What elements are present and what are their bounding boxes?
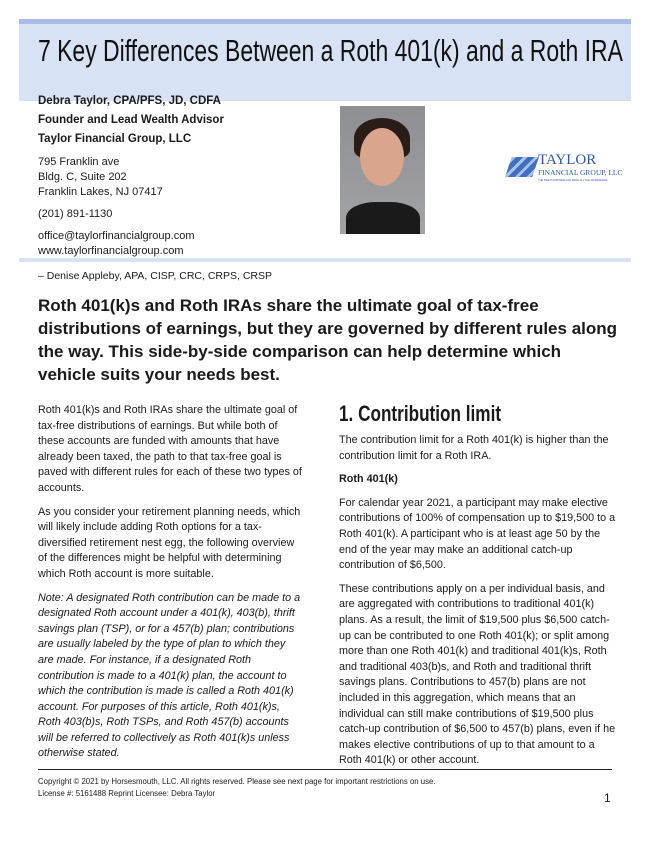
company-logo	[505, 153, 630, 185]
lead-paragraph: Roth 401(k)s and Roth IRAs share the ultimate goal of tax-free distributions of earnings, but they are governed by different rules along the way. This side-by-side comparison can help determine which vehicle suits your needs best.	[38, 296, 618, 384]
author-role: Founder and Lead Wealth Advisor	[38, 114, 224, 126]
author-company: Taylor Financial Group, LLC	[38, 133, 192, 145]
address-line: Bldg. C, Suite 202	[38, 171, 127, 183]
left-column	[38, 403, 302, 770]
paragraph: For calendar year 2021, a participant may make elective contributions of 100% of compensation up to $19,500 to a Roth 401(k). A participant who is at least age 50 by the end of the year may make an additional catch-up contribution of $6,500.	[339, 496, 616, 572]
author-block	[38, 92, 224, 266]
divider	[19, 258, 631, 262]
paragraph: These contributions apply on a per individual basis, and are aggregated with contributions to traditional 401(k) plans. As a result, the limit of $19,500 plus $6,500 catch-up can be contributed to one Roth 401(k); or split among more than one Roth 401(k) and traditional 401(k)s, Roth and traditional 403(b)s, and Roth and traditional thrift savings plans. Contributions to 457(b) plans are not included in this aggregation, which means that an individual can still make contributions of $19,500 plus catch-up contribution of $6,500 to 457(b) plans, even if he makes elective contributions of up to that amount to a Roth 401(k) or other account.	[339, 582, 616, 767]
address-line: Franklin Lakes, NJ 07417	[38, 186, 163, 198]
byline: – Denise Appleby, APA, CISP, CRC, CRPS, CRSP	[38, 270, 273, 282]
logo-mark-icon	[505, 157, 539, 177]
note-paragraph: Note: A designated Roth contribution can be made to a designated Roth account under a 401(k), 403(b), thrift savings plan (TSP), or for a 457(b) plan; contributions are usually labeled by the type of plan to which they are made. For instance, if a designated Roth contribution is made to a 401(k) plan, the account to which the contribution is made is called a Roth 401(k) account. For purposes of this article, Roth 401(k)s, Roth 403(b)s, Roth TSPs, and Roth 457(b) accounts will be referred to collectively as Roth 401(k)s unless otherwise stated.	[38, 591, 301, 760]
author-name: Debra Taylor, CPA/PFS, JD, CDFA	[38, 95, 221, 107]
logo-line1: TAYLOR	[538, 152, 597, 168]
license: License #: 5161488 Reprint Licensee: Debra Taylor	[38, 789, 216, 798]
logo-tagline: THE RIGHT PARTNER CAN MAKE ALL THE DIFFERENCE	[538, 179, 608, 182]
paragraph: The contribution limit for a Roth 401(k) is higher than the contribution limit for a Roth IRA.	[339, 434, 609, 462]
paragraph: As you consider your retirement planning needs, which will likely include adding Roth options for a tax-diversified retirement nest egg, the following overview of the differences might be helpful with determining which Roth account is more suitable.	[38, 505, 301, 580]
page-title: 7 Key Differences Between a Roth 401(k) and a Roth IRA	[38, 33, 623, 68]
address-line: 795 Franklin ave	[38, 156, 120, 168]
footer	[38, 776, 436, 800]
page-number: 1	[604, 791, 611, 805]
website-link[interactable]: www.taylorfinancialgroup.com	[38, 245, 184, 257]
subheading: Roth 401(k)	[339, 473, 398, 486]
logo-line2: FINANCIAL GROUP, LLC	[538, 168, 623, 177]
phone: (201) 891-1130	[38, 208, 113, 220]
right-column	[339, 401, 617, 777]
email-link[interactable]: office@taylorfinancialgroup.com	[38, 230, 195, 242]
section-heading: 1. Contribution limit	[339, 401, 502, 426]
footer-rule	[38, 769, 612, 770]
paragraph: Roth 401(k)s and Roth IRAs share the ultimate goal of tax-free distributions of earnings. But while both of these accounts are funded with amounts that have already been taxed, the path to that tax-free goal is paved with different rules for each of these two types of accounts.	[38, 404, 302, 494]
copyright: Copyright © 2021 by Horsesmouth, LLC. All rights reserved. Please see next page for important restrictions on use.	[38, 777, 436, 786]
author-photo	[340, 106, 425, 234]
